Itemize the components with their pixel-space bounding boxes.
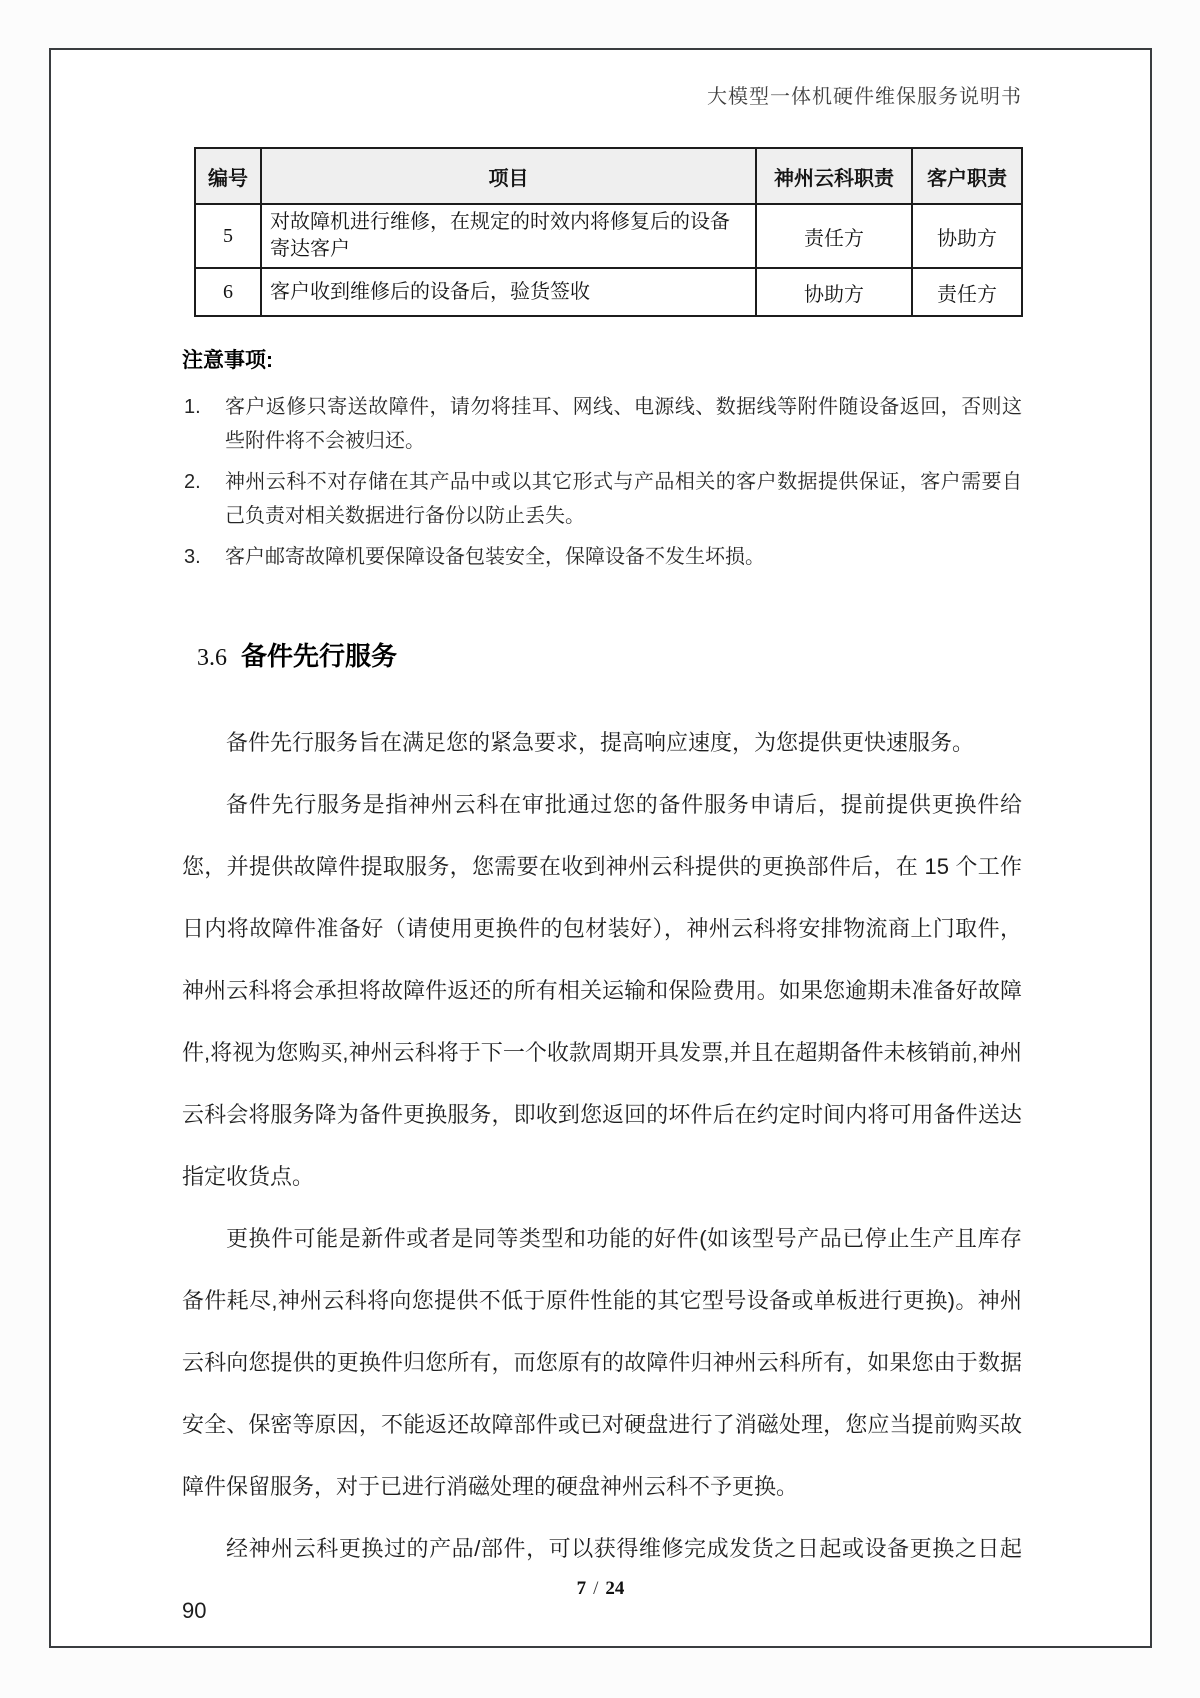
table-row (195, 204, 1022, 268)
paragraph: 备件先行服务是指神州云科在审批通过您的备件服务申请后，提前提供更换件给您，并提供故障件提取服务，您需要在收到神州云科提供的更换部件后，在 15 个工作日内将故障件准备好（请使用更换件的包材装好），神州云科将安排物流商上门取件， 神州云科将会承担将故障件返还的所有相关运输和保险费用。如果您逾期未准备好故障件,将视为您购买,神州云科将于下一个收款周期开具发票,并且在超期备件未核销前,神州云科会将服务降为备件更换服务，即收到您返回的坏件后在约定时间内将可用备件送达指定收货点。 (182, 792, 1022, 1189)
paragraph: 更换件可能是新件或者是同等类型和功能的好件(如该型号产品已停止生产且库存备件耗尽,神州云科将向您提供不低于原件性能的其它型号设备或单板进行更换)。神州云科向您提供的更换件归您所有，而您原有的故障件归神州云科所有，如果您由于数据安全、保密等原因，不能返还故障部件或已对硬盘进行了消磁处理，您应当提前购买故障件保留服务，对于已进行消磁处理的硬盘神州云科不予更换。 (182, 1226, 1022, 1499)
notes-section (182, 344, 1022, 581)
section-number: 3.6 (197, 645, 227, 671)
vendor-role-cell: 责任方 (756, 204, 912, 268)
responsibility-table (194, 147, 1023, 317)
row-item-cell: 对故障机进行维修，在规定的时效内将修复后的设备寄达客户 (261, 204, 756, 268)
page-number: 7 (576, 1578, 587, 1599)
note-text: 神州云科不对存储在其产品中或以其它形式与产品相关的客户数据提供保证，客户需要自己负责对相关数据进行备份以防止丢失。 (225, 471, 1022, 527)
section-title: 备件先行服务 (241, 641, 398, 671)
customer-role-cell: 协助方 (912, 204, 1022, 268)
note-item (182, 465, 1022, 533)
note-item (182, 390, 1022, 458)
body-paragraphs (182, 712, 1022, 1642)
paragraph: 备件先行服务旨在满足您的紧急要求，提高响应速度，为您提供更快速服务。 (226, 730, 975, 755)
row-no-cell: 5 (195, 204, 261, 268)
page-footer (51, 1578, 1150, 1600)
table-header-row (195, 148, 1022, 204)
note-item (182, 540, 1022, 574)
column-header-no: 编号 (195, 148, 261, 204)
vendor-role-cell: 协助方 (756, 268, 912, 316)
note-number: 1. (184, 396, 201, 418)
note-text: 客户邮寄故障机要保障设备包装安全，保障设备不发生坏损。 (225, 546, 765, 568)
table-row (195, 268, 1022, 316)
page-header-title: 大模型一体机硬件维保服务说明书 (707, 86, 1022, 108)
paragraph: 经神州云科更换过的产品/部件，可以获得维修完成发货之日起或设备更换之日起 90 (182, 1536, 1022, 1623)
page-total: 24 (605, 1578, 625, 1599)
page-separator: / (593, 1578, 599, 1599)
row-item-cell: 客户收到维修后的设备后，验货签收 (261, 268, 756, 316)
customer-role-cell: 责任方 (912, 268, 1022, 316)
column-header-vendor-role: 神州云科职责 (756, 148, 912, 204)
document-page (49, 48, 1152, 1648)
responsibility-table-wrap (194, 147, 1023, 317)
note-text: 客户返修只寄送故障件，请勿将挂耳、网线、电源线、数据线等附件随设备返回，否则这些附件将不会被归还。 (225, 396, 1022, 452)
row-no-cell: 6 (195, 268, 261, 316)
column-header-item: 项目 (261, 148, 756, 204)
note-number: 2. (184, 471, 201, 493)
notes-title: 注意事项: (182, 349, 273, 372)
note-number: 3. (184, 546, 201, 568)
section-heading (197, 636, 397, 673)
column-header-customer-role: 客户职责 (912, 148, 1022, 204)
